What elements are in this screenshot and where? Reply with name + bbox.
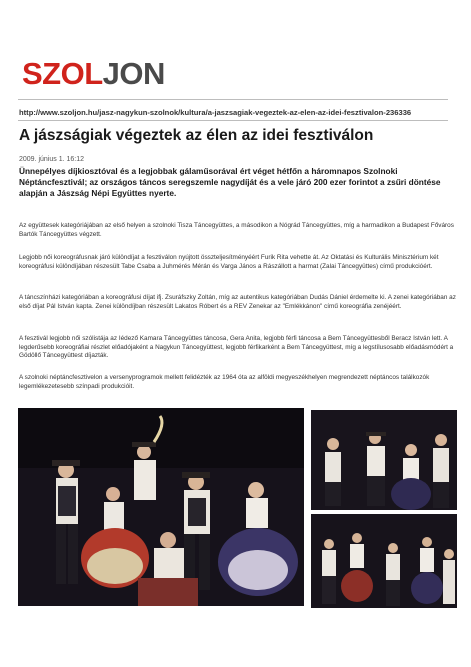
header-divider (18, 99, 448, 100)
logo-part-gray: JON (102, 56, 165, 91)
folk-dance-photo-bottom-right (311, 514, 457, 608)
article-paragraph: A fesztivál legjobb női szólistája az Iédező Kamara Táncegyüttes táncosa, Gera Anita, legjobb férfi táncosa a Bem Táncegyüttesből Beracz István lett. A legderűsebb koreográfiai részlet előadójaként a Nagykun Táncegyüttest, legjobb férfikarként a Bem Táncegyüttest, míg a legstílusosabb előadásmódért a Gödöllő Táncegyüttest díjazták. (19, 335, 454, 360)
article-paragraph: A szolnoki néptáncfesztivelon a versenyprogramok mellett felidézték az 1964 óta az alföldi megyeszékhelyen megrendezett néptáncos találkozók legemlékezetesebb színpadi produkcióit. (19, 374, 430, 390)
article-paragraph: A táncszínházi kategóriában a koreográfusi díjat ifj. Zsuráfszky Zoltán, míg az autentikus kategóriában Dudás Dániel érdemelte ki. A zenei kategóriában az első díjat Pál István kapta. Zenei különdíjban részesült Lakatos Róbert és a REV Zenekar az "Emlékkánon" című koreográfia zenéjéért. (19, 294, 456, 310)
url-divider (18, 120, 448, 121)
logo-part-red: SZOL (22, 56, 103, 91)
folk-dance-photo-main (18, 408, 304, 606)
article-title: A jászságiak végeztek az élen az idei fesztiválon (19, 127, 374, 144)
article-url: http://www.szoljon.hu/jasz-nagykun-szolnok/kultura/a-jaszsagiak-vegeztek-az-elen-az-idei-fesztivalon-236336 (19, 108, 412, 117)
article-paragraph: Legjobb női koreográfusnak járó különdíjat a fesztiválon nyújtott összteljesítményéért Furik Rita vehette át. Az Oktatási és Kulturális Minisztérium két koreográfusi különdíjában részesült Tabe Csaba a Juhmérés Mérán és Varga János a Rászállott a harmat (Zalai Táncegyüttes) című produkcióért. (19, 254, 439, 270)
article-date: 2009. június 1. 16:12 (19, 156, 84, 163)
article-paragraph: Az együttesek kategóriájában az első helyen a szolnoki Tisza Táncegyüttes, a másodikon a Nógrád Táncegyüttes, míg a harmadikon a Budapest Főváros Bartók Táncegyüttes végzett. (19, 222, 454, 238)
article-lead: Ünnepélyes díjkiosztóval és a legjobbak gálaműsorával ért véget hétfőn a háromnapos Szolnoki Néptáncfesztivál; az országos táncos seregszemle nagydíját és a vele járó 200 ezer forintot a zsűri döntése alapján a Jászság Népi Együttes nyerte. (19, 166, 441, 199)
folk-dance-photo-top-right (311, 410, 457, 510)
newspaper-logo (22, 58, 165, 89)
